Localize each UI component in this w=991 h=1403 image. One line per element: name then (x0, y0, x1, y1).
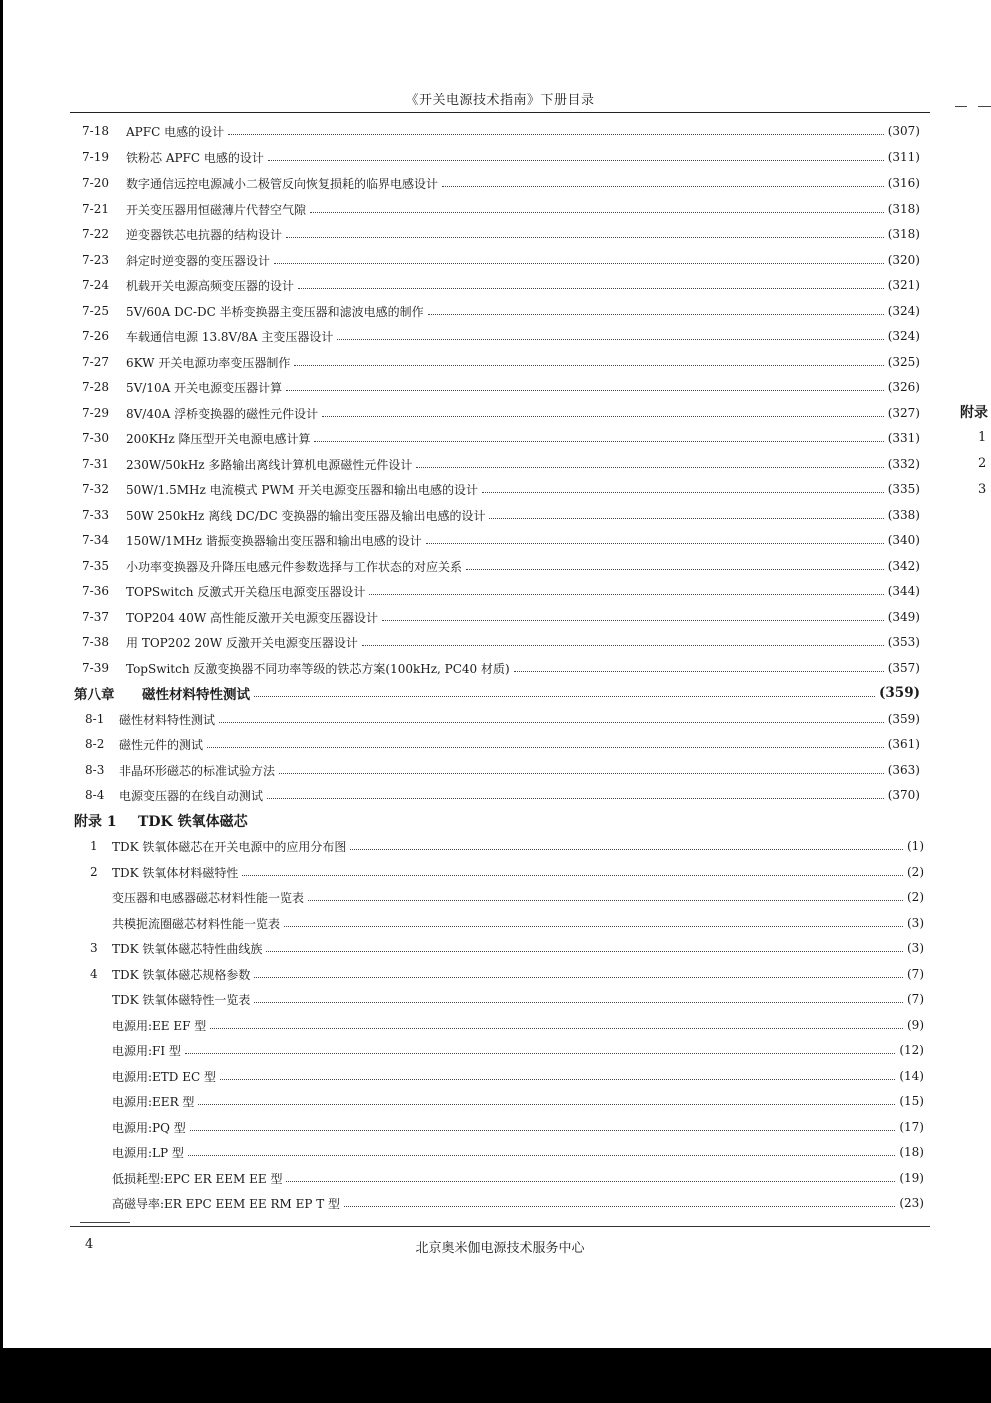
entry-title: 8V/40A 浮桥变换器的磁性元件设计 (126, 406, 319, 421)
entry-title: 低损耗型:EPC ER EEM EE 型 (112, 1171, 283, 1186)
scan-left-border (0, 0, 3, 1348)
entry-title: 150W/1MHz 谐振变换器输出变压器和输出电感的设计 (126, 533, 422, 548)
toc-entry (82, 556, 920, 576)
margin-mark (955, 106, 967, 107)
dot-leader (382, 619, 884, 621)
entry-page: (344) (887, 584, 920, 598)
chapter-heading (74, 683, 920, 703)
toc-entry (82, 581, 920, 601)
dot-leader (254, 976, 903, 978)
entry-page: (363) (887, 763, 920, 777)
entry-title: TOP204 40W 高性能反激开关电源变压器设计 (126, 610, 379, 625)
toc-entry (82, 121, 920, 141)
entry-page: (307) (887, 124, 920, 138)
entry-number: 7-26 (82, 329, 109, 343)
dot-leader (350, 848, 903, 850)
entry-number: 附录 1 (74, 814, 117, 830)
entry-number: 7-27 (82, 355, 109, 369)
entry-title: TDK 铁氧体材料磁特性 (112, 865, 239, 880)
entry-page: (14) (899, 1069, 924, 1083)
entry-number: 7-33 (82, 508, 109, 522)
entry-page: (321) (887, 278, 920, 292)
dot-leader (314, 440, 883, 442)
toc-entry (82, 505, 920, 525)
entry-title: 50W 250kHz 离线 DC/DC 变换器的输出变压器及输出电感的设计 (126, 508, 486, 523)
entry-title: TDK 铁氧体磁特性一览表 (112, 992, 251, 1007)
entry-title: 开关变压器用恒磁薄片代替空气隙 (126, 202, 307, 217)
entry-page: (7) (907, 992, 924, 1006)
dot-leader (219, 721, 884, 723)
entry-page: (353) (887, 635, 920, 649)
entry-title: 电源用:EER 型 (112, 1094, 195, 1109)
entry-title: 200KHz 降压型开关电源电感计算 (126, 431, 311, 446)
footer-short-rule (80, 1222, 130, 1223)
toc-entry (85, 785, 920, 805)
entry-number: 8-4 (85, 788, 105, 802)
margin-appendix-item: 1 (978, 430, 987, 445)
toc-entry (82, 199, 920, 219)
toc-entry (112, 1117, 924, 1137)
entry-page: (370) (887, 788, 920, 802)
entry-number: 8-2 (85, 737, 105, 751)
entry-page: (327) (887, 406, 920, 420)
toc-entry (112, 1142, 924, 1162)
margin-appendix-heading: 附录 (960, 405, 988, 421)
entry-page: (7) (907, 967, 924, 981)
entry-number: 7-19 (82, 150, 109, 164)
dot-leader (207, 746, 884, 748)
toc-entry (112, 1091, 924, 1111)
entry-page: (359) (879, 685, 920, 701)
toc-entry (90, 836, 924, 856)
dot-leader (284, 925, 903, 927)
entry-number: 7-28 (82, 380, 109, 394)
toc-entry (90, 964, 924, 984)
entry-page: (332) (887, 457, 920, 471)
entry-page: (340) (887, 533, 920, 547)
dot-leader (210, 1027, 903, 1029)
dot-leader (298, 287, 884, 289)
entry-title: 小功率变换器及升降压电感元件参数选择与工作状态的对应关系 (126, 559, 463, 574)
entry-title: TOPSwitch 反激式开关稳压电源变压器设计 (126, 584, 366, 599)
entry-title: 用 TOP202 20W 反激开关电源变压器设计 (126, 635, 358, 650)
toc-entry (82, 479, 920, 499)
dot-leader (482, 491, 884, 493)
dot-leader (266, 950, 903, 952)
dot-leader (322, 415, 884, 417)
dot-leader (220, 1078, 895, 1080)
toc-entry (112, 1015, 924, 1035)
dot-leader (308, 899, 903, 901)
page-number: 4 (85, 1237, 94, 1252)
entry-page: (342) (887, 559, 920, 573)
entry-number: 7-34 (82, 533, 109, 547)
entry-number: 7-23 (82, 253, 109, 267)
header-rule (70, 112, 930, 113)
toc-entry (82, 147, 920, 167)
entry-title: 磁性材料特性测试 (119, 712, 216, 727)
entry-title: 车载通信电源 13.8V/8A 主变压器设计 (126, 329, 334, 344)
entry-page: (23) (899, 1196, 924, 1210)
entry-number: 7-36 (82, 584, 109, 598)
entry-title: 共模扼流圈磁芯材料性能一览表 (112, 916, 281, 931)
entry-number: 7-29 (82, 406, 109, 420)
entry-page: (3) (907, 916, 924, 930)
entry-page: (361) (887, 737, 920, 751)
toc-entry (82, 530, 920, 550)
entry-page: (9) (907, 1018, 924, 1032)
entry-title: 5V/10A 开关电源变压器计算 (126, 380, 283, 395)
toc-entry (85, 760, 920, 780)
entry-number: 7-37 (82, 610, 109, 624)
toc-entry (82, 275, 920, 295)
toc-entry (82, 173, 920, 193)
entry-title: 电源用:EE EF 型 (112, 1018, 207, 1033)
entry-title: TopSwitch 反激变换器不同功率等级的铁芯方案(100kHz, PC40 材质) (126, 661, 510, 676)
dot-leader (268, 159, 884, 161)
entry-page: (325) (887, 355, 920, 369)
entry-number: 4 (90, 967, 98, 981)
entry-page: (324) (887, 304, 920, 318)
entry-number: 3 (90, 941, 98, 955)
dot-leader (286, 389, 884, 391)
entry-page: (318) (887, 202, 920, 216)
entry-title: 电源用:PQ 型 (112, 1120, 186, 1135)
toc-entry (90, 862, 924, 882)
entry-number: 7-18 (82, 124, 109, 138)
entry-number: 7-30 (82, 431, 109, 445)
toc-entry (82, 632, 920, 652)
entry-page: (335) (887, 482, 920, 496)
dot-leader (369, 593, 883, 595)
entry-page: (318) (887, 227, 920, 241)
entry-number: 7-21 (82, 202, 109, 216)
dot-leader (337, 338, 883, 340)
entry-number: 8-1 (85, 712, 105, 726)
toc-entry (85, 709, 920, 729)
toc-entry (82, 403, 920, 423)
entry-page: (320) (887, 253, 920, 267)
entry-number: 7-31 (82, 457, 109, 471)
dot-leader (228, 133, 884, 135)
dot-leader (190, 1129, 896, 1131)
entry-title: 磁性材料特性测试 (142, 687, 250, 703)
entry-title: APFC 电感的设计 (126, 124, 225, 139)
entry-page: (18) (899, 1145, 924, 1159)
margin-appendix-item: 2 (978, 456, 987, 471)
toc-entry (85, 734, 920, 754)
dot-leader (294, 364, 883, 366)
toc-entry (82, 224, 920, 244)
dot-leader (416, 466, 883, 468)
entry-page: (2) (907, 890, 924, 904)
toc-entry (82, 607, 920, 627)
toc-entry (112, 887, 924, 907)
toc-entry (82, 301, 920, 321)
entry-page: (3) (907, 941, 924, 955)
entry-title: TDK 铁氧体磁芯在开关电源中的应用分布图 (112, 839, 347, 854)
toc-entry (82, 658, 920, 678)
entry-number: 7-35 (82, 559, 109, 573)
appendix-heading (74, 811, 920, 831)
entry-page: (316) (887, 176, 920, 190)
dot-leader (310, 211, 884, 213)
entry-title: 磁性元件的测试 (119, 737, 204, 752)
entry-number: 7-20 (82, 176, 109, 190)
footer-rule (70, 1226, 930, 1227)
entry-title: 非晶环形磁芯的标准试验方法 (119, 763, 276, 778)
entry-page: (324) (887, 329, 920, 343)
toc-entry (82, 352, 920, 372)
dot-leader (242, 874, 903, 876)
entry-title: 数字通信远控电源减小二极管反向恢复损耗的临界电感设计 (126, 176, 439, 191)
dot-leader (185, 1052, 895, 1054)
dot-leader (286, 1180, 895, 1182)
toc-entry (82, 377, 920, 397)
dot-leader (489, 517, 883, 519)
entry-title: TDK 铁氧体磁芯 (138, 814, 248, 830)
dot-leader (267, 797, 884, 799)
toc-entry (82, 454, 920, 474)
publisher-name: 北京奥米伽电源技术服务中心 (415, 1241, 585, 1256)
dot-leader (254, 695, 875, 697)
entry-title: 电源用:ETD EC 型 (112, 1069, 216, 1084)
toc-entry (112, 1168, 924, 1188)
entry-title: TDK 铁氧体磁芯规格参数 (112, 967, 251, 982)
margin-appendix-item: 3 (978, 482, 987, 497)
entry-title: 机载开关电源高频变压器的设计 (126, 278, 295, 293)
entry-title: 电源用:LP 型 (112, 1145, 184, 1160)
entry-page: (326) (887, 380, 920, 394)
entry-title: 电源用:FI 型 (112, 1043, 181, 1058)
entry-number: 7-32 (82, 482, 109, 496)
entry-page: (17) (899, 1120, 924, 1134)
entry-page: (357) (887, 661, 920, 675)
toc-entry (112, 1040, 924, 1060)
entry-number: 7-38 (82, 635, 109, 649)
dot-leader (188, 1154, 895, 1156)
entry-title: 铁粉芯 APFC 电感的设计 (126, 150, 264, 165)
dot-leader (279, 772, 884, 774)
entry-title: 电源变压器的在线自动测试 (119, 788, 264, 803)
dot-leader (514, 670, 884, 672)
toc-entry (82, 326, 920, 346)
scan-bottom-border (0, 1348, 991, 1403)
dot-leader (426, 542, 884, 544)
toc-entry (112, 1193, 924, 1213)
toc-entry (82, 428, 920, 448)
dot-leader (198, 1103, 895, 1105)
entry-page: (12) (899, 1043, 924, 1057)
entry-number: 8-3 (85, 763, 105, 777)
entry-page: (19) (899, 1171, 924, 1185)
toc-entry (82, 250, 920, 270)
entry-page: (359) (887, 712, 920, 726)
dot-leader (442, 185, 884, 187)
entry-page: (349) (887, 610, 920, 624)
running-header: 《开关电源技术指南》下册目录 (405, 93, 595, 108)
dot-leader (466, 568, 884, 570)
entry-number: 第八章 (74, 687, 115, 703)
entry-page: (2) (907, 865, 924, 879)
dot-leader (254, 1001, 903, 1003)
entry-title: TDK 铁氧体磁芯特性曲线族 (112, 941, 263, 956)
dot-leader (274, 262, 884, 264)
toc-entry (112, 1066, 924, 1086)
dot-leader (362, 644, 884, 646)
entry-title: 230W/50kHz 多路输出离线计算机电源磁性元件设计 (126, 457, 413, 472)
entry-number: 7-39 (82, 661, 109, 675)
dot-leader (428, 313, 884, 315)
dot-leader (286, 236, 884, 238)
entry-title: 5V/60A DC-DC 半桥变换器主变压器和滤波电感的制作 (126, 304, 424, 319)
entry-title: 高磁导率:ER EPC EEM EE RM EP T 型 (112, 1196, 341, 1211)
entry-page: (1) (907, 839, 924, 853)
toc-entry (90, 938, 924, 958)
entry-number: 7-24 (82, 278, 109, 292)
entry-title: 逆变器铁芯电抗器的结构设计 (126, 227, 283, 242)
toc-entry (112, 989, 924, 1009)
margin-mark (978, 106, 991, 107)
dot-leader (344, 1205, 895, 1207)
entry-title: 斜定时逆变器的变压器设计 (126, 253, 271, 268)
entry-number: 7-22 (82, 227, 109, 241)
entry-page: (15) (899, 1094, 924, 1108)
entry-number: 1 (90, 839, 98, 853)
entry-title: 变压器和电感器磁芯材料性能一览表 (112, 890, 305, 905)
entry-page: (338) (887, 508, 920, 522)
entry-title: 50W/1.5MHz 电流模式 PWM 开关电源变压器和输出电感的设计 (126, 482, 478, 497)
entry-title: 6KW 开关电源功率变压器制作 (126, 355, 291, 370)
entry-page: (311) (887, 150, 920, 164)
entry-number: 2 (90, 865, 98, 879)
entry-number: 7-25 (82, 304, 109, 318)
entry-page: (331) (887, 431, 920, 445)
toc-entry (112, 913, 924, 933)
